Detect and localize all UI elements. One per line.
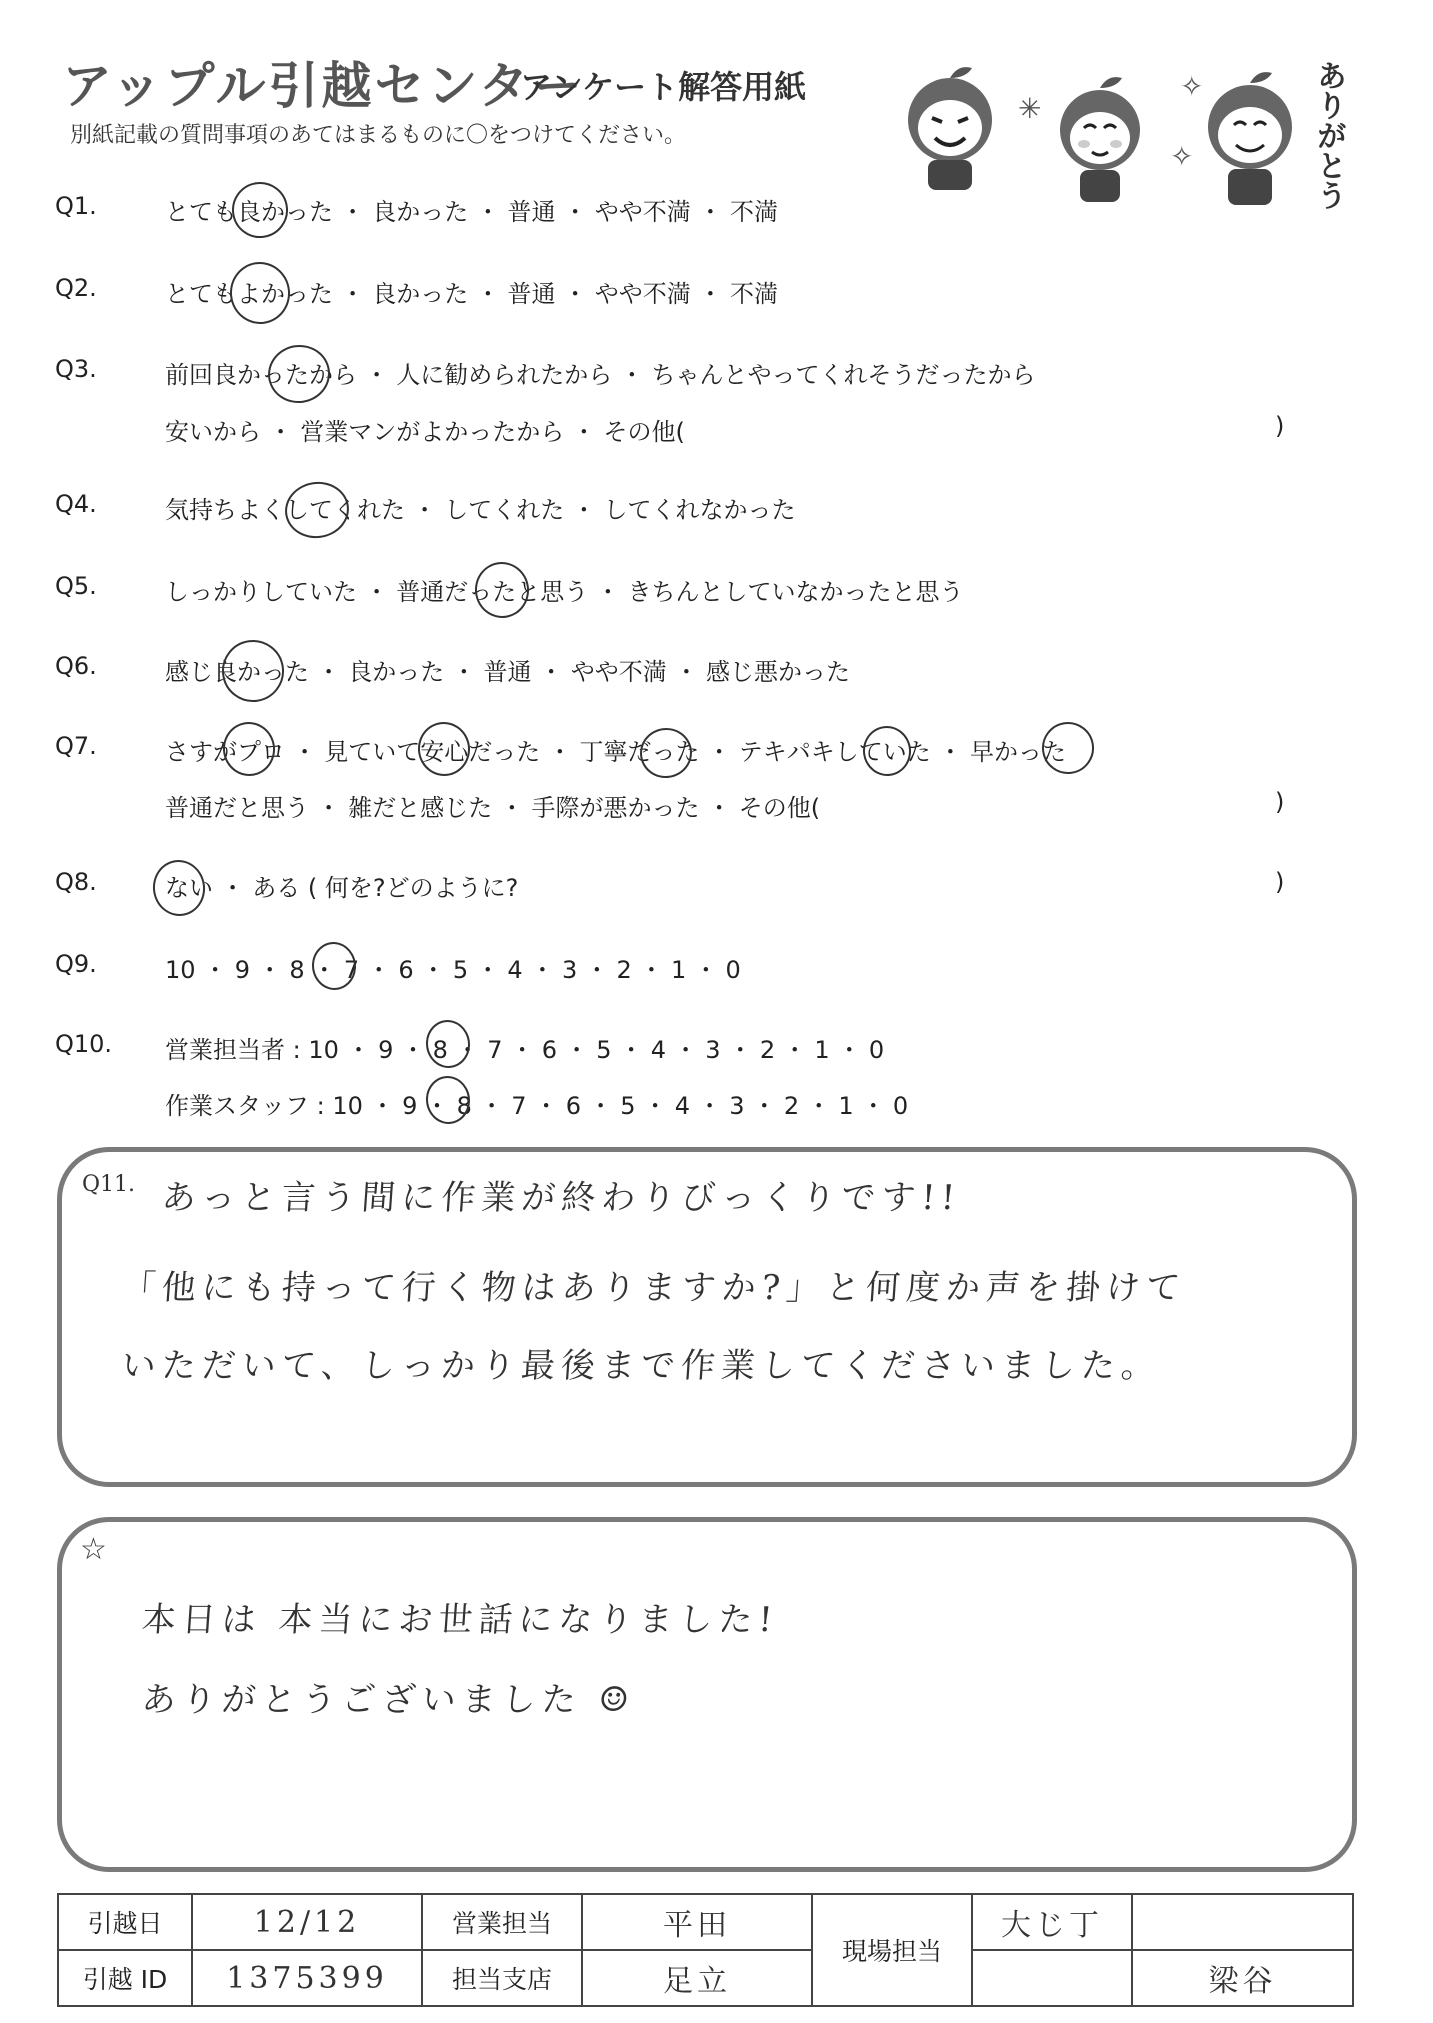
- q11-handwritten-line: 「他にも持って行く物はありますか?」と何度か声を掛けて: [120, 1268, 1188, 1308]
- answer-circle: [414, 719, 473, 780]
- move-date-label: 引越日: [58, 1894, 192, 1950]
- star-icon: ☆: [80, 1532, 107, 1567]
- answer-circle: [264, 341, 333, 407]
- question-options: 気持ちよくしてくれた ・ してくれた ・ してくれなかった: [165, 496, 796, 524]
- q11-label: Q11.: [82, 1172, 136, 1197]
- question-options: ない ・ ある ( 何を?どのように?: [165, 874, 519, 902]
- move-date-value: 12/12: [192, 1894, 422, 1950]
- comment-answer-box: [57, 1517, 1357, 1872]
- answer-circle: [228, 178, 291, 241]
- site-staff-value-empty: [1132, 1894, 1353, 1950]
- question-options: 10 ・ 9 ・ 8 ・ 7 ・ 6 ・ 5 ・ 4 ・ 3 ・ 2 ・ 1 ・ 0: [165, 956, 741, 984]
- question-options: さすがプロ ・ 見ていて安心だった ・ 丁寧だった ・ テキパキしていた ・ 早かった: [165, 738, 1067, 766]
- move-id-value: 1375399: [192, 1950, 422, 2006]
- question-label: Q7.: [55, 732, 97, 760]
- form-title: アンケート解答用紙: [520, 68, 807, 106]
- paren-close: ): [1275, 788, 1285, 816]
- move-id-label: 引越 ID: [58, 1950, 192, 2006]
- comment-handwritten-line: ありがとうございました ☺: [140, 1680, 637, 1720]
- question-options: とても良かった ・ 良かった ・ 普通 ・ やや不満 ・ 不満: [165, 198, 779, 226]
- question-label: Q6.: [55, 652, 97, 680]
- question-label: Q5.: [55, 572, 97, 600]
- question-options: 感じ良かった ・ 良かった ・ 普通 ・ やや不満 ・ 感じ悪かった: [165, 658, 851, 686]
- answer-circle: [1039, 719, 1098, 778]
- question-options: しっかりしていた ・ 普通だったと思う ・ きちんとしていなかったと思う: [165, 578, 964, 606]
- question-options: 前回良かったから ・ 人に勧められたから ・ ちゃんとやってくれそうだったから: [165, 361, 1036, 389]
- question-options: 普通だと思う ・ 雑だと感じた ・ 手際が悪かった ・ その他(: [165, 794, 821, 822]
- question-label: Q4.: [55, 490, 97, 518]
- q11-handwritten-line: あっと言う間に作業が終わりびっくりです!!: [160, 1178, 963, 1218]
- paren-close: ): [1275, 412, 1285, 440]
- answer-circle: [218, 636, 288, 706]
- question-label: Q2.: [55, 274, 97, 302]
- branch-value: 足立: [582, 1950, 812, 2006]
- answer-circle: [149, 857, 208, 920]
- question-label: Q8.: [55, 868, 97, 896]
- question-options: 営業担当者 : 10 ・ 9 ・ 8 ・ 7 ・ 6 ・ 5 ・ 4 ・ 3 ・ 2 ・ 1 ・ 0: [165, 1036, 885, 1064]
- thanks-text: ありがとう: [1311, 60, 1346, 210]
- mascot-blushing-icon: [1040, 70, 1160, 210]
- site-staff-value-2: 梁谷: [1132, 1950, 1353, 2006]
- sparkle-icon: ✧: [1180, 70, 1204, 103]
- question-label: Q1.: [55, 192, 97, 220]
- q11-handwritten-line: いただいて、しっかり最後まで作業してくださいました。: [120, 1346, 1163, 1386]
- mascot-smiling-icon: [1190, 65, 1310, 215]
- answer-circle: [471, 559, 532, 622]
- mascot-laughing-icon: [890, 60, 1010, 200]
- instruction-text: 別紙記載の質問事項のあてはまるものに〇をつけてください。: [70, 123, 687, 148]
- question-label: Q10.: [55, 1030, 113, 1058]
- answer-circle: [281, 478, 352, 542]
- q11-answer-box: [57, 1147, 1357, 1487]
- sparkle-icon: ✳: [1018, 92, 1042, 125]
- branch-label: 担当支店: [422, 1950, 582, 2006]
- answer-circle: [226, 258, 294, 328]
- brand-title: アップル引越センター: [62, 57, 585, 115]
- sales-label: 営業担当: [422, 1894, 582, 1950]
- sparkle-icon: ✧: [1170, 140, 1194, 173]
- site-staff-value-1: 大じ丁: [972, 1894, 1132, 1950]
- paren-close: ): [1275, 868, 1285, 896]
- footer-info-table: [57, 1893, 1354, 2007]
- question-options: 安いから ・ 営業マンがよかったから ・ その他(: [165, 418, 685, 446]
- site-staff-value-empty: [972, 1950, 1132, 2006]
- question-options: 作業スタッフ : 10 ・ 9 ・ 8 ・ 7 ・ 6 ・ 5 ・ 4 ・ 3 ・ 2 ・ 1 ・ 0: [165, 1092, 909, 1120]
- question-options: とてもよかった ・ 良かった ・ 普通 ・ やや不満 ・ 不満: [165, 280, 779, 308]
- answer-circle: [219, 719, 278, 780]
- question-label: Q3.: [55, 355, 97, 383]
- site-staff-label: 現場担当: [812, 1894, 972, 2006]
- sales-value: 平田: [582, 1894, 812, 1950]
- comment-handwritten-line: 本日は 本当にお世話になりました!: [140, 1600, 780, 1640]
- question-label: Q9.: [55, 950, 97, 978]
